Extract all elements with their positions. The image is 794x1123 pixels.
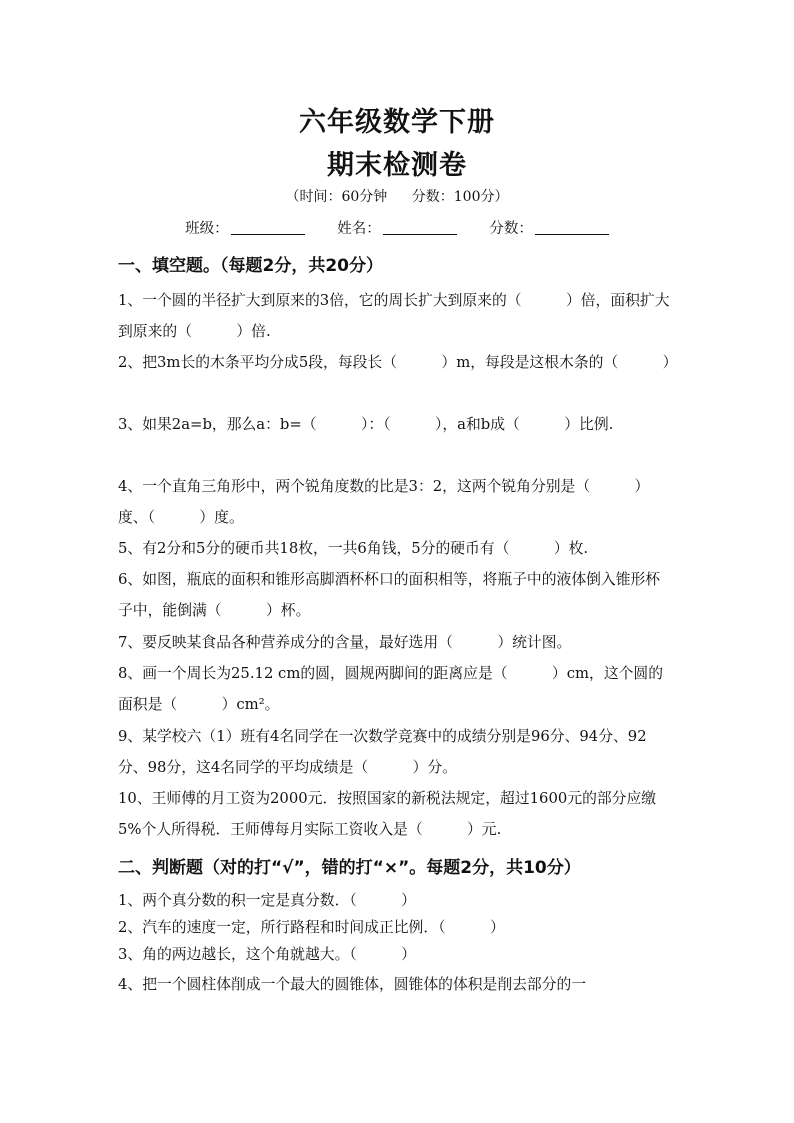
class-blank[interactable] — [231, 220, 305, 235]
class-label: 班级： — [185, 221, 229, 237]
exam-title-line1: 六年级数学下册 — [299, 107, 495, 138]
question-item: 3、如果2a=b，那么a：b=（ ）：（ ），a和b成（ ）比例. — [118, 416, 614, 433]
score-label: 分数： — [489, 221, 533, 237]
exam-title-line2: 期末检测卷 — [327, 150, 467, 181]
question-item: 5、有2分和5分的硬币共18枚，一共6角钱，5分的硬币有（ ）枚. — [118, 540, 589, 557]
section-heading-fill-blank: 一、填空题。（每题2分，共20分） — [118, 256, 383, 276]
name-blank[interactable] — [383, 220, 457, 235]
question-item: 10、王师傅的月工资为2000元．按照国家的新税法规定，超过1600元的部分应缴5%个人所得税．王师傅每月实际工资收入是（ ）元. — [118, 790, 657, 838]
question-item: 2、把3m长的木条平均分成5段，每段长（ ）m，每段是这根木条的（ ） — [118, 354, 678, 371]
exam-time: （时间：60分钟 — [285, 189, 388, 205]
judge-item: 4、把一个圆柱体削成一个最大的圆锥体，圆锥体的体积是削去部分的一 — [118, 976, 587, 993]
question-item: 6、如图，瓶底的面积和锥形高脚酒杯杯口的面积相等，将瓶子中的液体倒入锥形杯子中，能倒满（ ）杯。 — [118, 571, 661, 619]
name-field — [337, 217, 457, 238]
question-item: 8、画一个周长为25.12 cm的圆，圆规两脚间的距离应是（ ）cm，这个圆的面积是（ ）cm²。 — [118, 665, 664, 713]
judge-item: 3、角的两边越长，这个角就越大。（ ） — [118, 946, 416, 963]
exam-total-score: 分数：100分） — [411, 189, 509, 205]
class-field — [185, 217, 305, 238]
student-info-row — [0, 217, 794, 238]
judge-item: 2、汽车的速度一定，所行路程和时间成正比例．（ ） — [118, 919, 505, 936]
score-field — [489, 217, 609, 238]
exam-meta — [0, 186, 794, 206]
question-item: 9、某学校六（1）班有4名同学在一次数学竞赛中的成绩分别是96分、94分、92分、98分，这4名同学的平均成绩是（ ）分。 — [118, 728, 647, 776]
question-item: 1、一个圆的半径扩大到原来的3倍，它的周长扩大到原来的（ ）倍，面积扩大到原来的（ ）倍. — [118, 292, 670, 340]
name-label: 姓名： — [337, 221, 381, 237]
score-blank[interactable] — [535, 220, 609, 235]
question-item: 7、要反映某食品各种营养成分的含量，最好选用（ ）统计图。 — [118, 634, 572, 651]
section-heading-true-false: 二、判断题（对的打“√”，错的打“×”。每题2分，共10分） — [118, 858, 581, 878]
question-item: 4、一个直角三角形中，两个锐角度数的比是3：2，这两个锐角分别是（ ）度、（ ）度。 — [118, 478, 650, 526]
judge-item: 1、两个真分数的积一定是真分数．（ ） — [118, 892, 416, 909]
